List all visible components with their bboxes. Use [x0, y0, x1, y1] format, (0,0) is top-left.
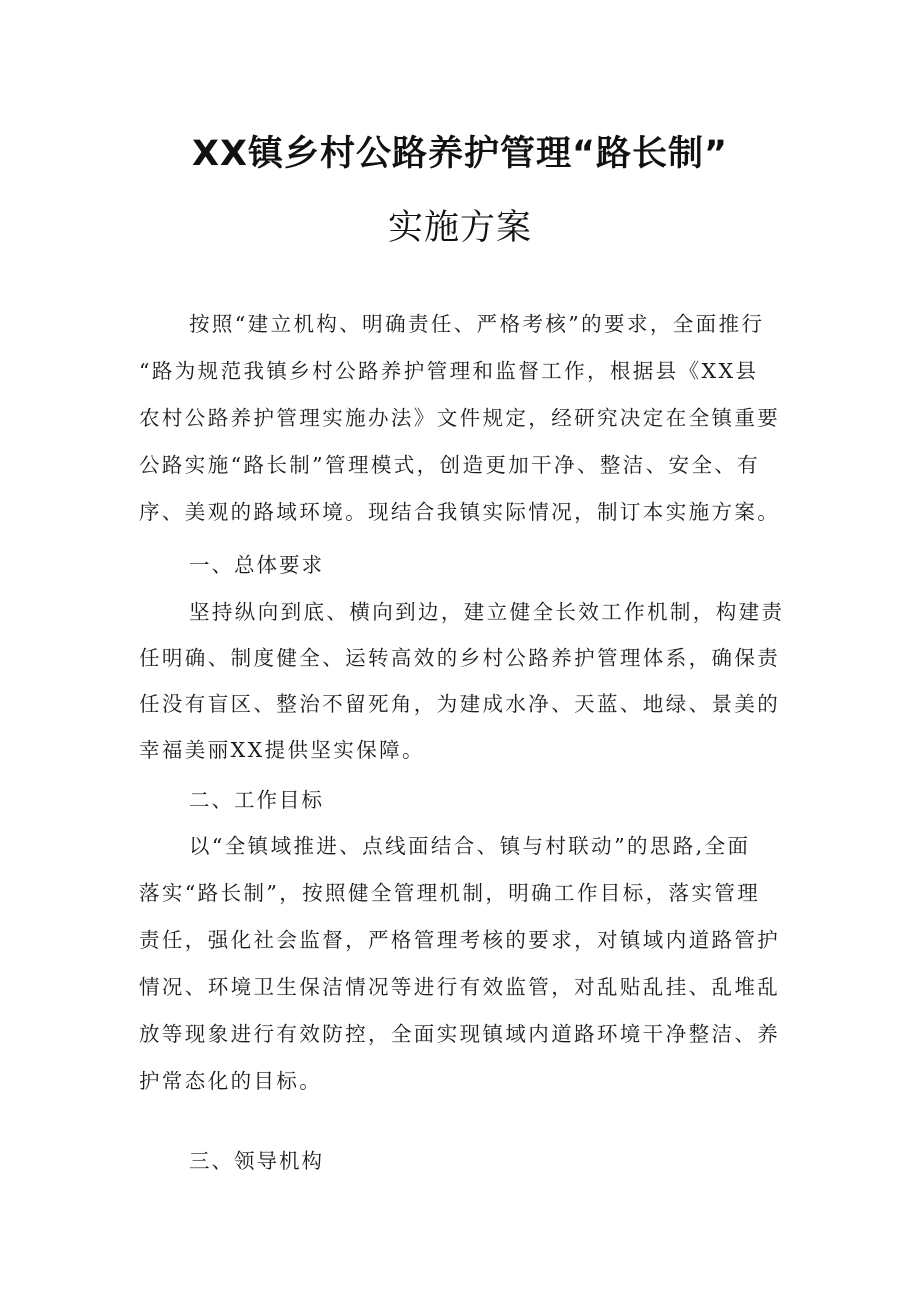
document-title-line-2: 实施方案	[387, 208, 532, 248]
paragraph-2-line-2: 任明确、制度健全、运转高效的乡村公路养护管理体系，确保责	[139, 646, 781, 670]
paragraph-3-line-2: 落实“路长制”，按照健全管理机制，明确工作目标，落实管理	[139, 881, 761, 905]
paragraph-3-line-5: 放等现象进行有效防控，全面实现镇域内道路环境干净整洁、养	[139, 1022, 781, 1046]
paragraph-2-line-3: 任没有盲区、整治不留死角，为建成水净、天蓝、地绿、景美的	[139, 692, 781, 716]
section-heading-1: 一、总体要求	[189, 553, 324, 577]
paragraph-2-line-1: 坚持纵向到底、横向到边，建立健全长效工作机制，构建责	[189, 600, 785, 624]
paragraph-2-line-4: 幸福美丽XX提供坚实保障。	[139, 738, 425, 762]
paragraph-1-line-2: “路为规范我镇乡村公路养护管理和监督工作，根据县《XX县	[139, 359, 759, 383]
paragraph-3-line-3: 责任，强化社会监督，严格管理考核的要求，对镇域内道路管护	[139, 928, 781, 952]
paragraph-1-line-3: 农村公路养护管理实施办法》文件规定，经研究决定在全镇重要	[139, 406, 781, 430]
paragraph-3-line-4: 情况、环境卫生保洁情况等进行有效监管，对乱贴乱挂、乱堆乱	[139, 975, 781, 999]
paragraph-3-line-1: 以“全镇域推进、点线面结合、镇与村联动”的思路,全面	[189, 834, 751, 858]
paragraph-1-line-1: 按照“建立机构、明确责任、严格考核”的要求，全面推行	[189, 312, 765, 336]
paragraph-1-line-5: 序、美观的路域环境。现结合我镇实际情况，制订本实施方案。	[139, 500, 781, 524]
document-title-line-1: XX镇乡村公路养护管理“路长制”	[192, 134, 728, 174]
paragraph-3-line-6: 护常态化的目标。	[139, 1069, 323, 1093]
paragraph-1-line-4: 公路实施“路长制”管理模式，创造更加干净、整洁、安全、有	[139, 453, 761, 477]
section-heading-2: 二、工作目标	[189, 788, 324, 812]
section-heading-3: 三、领导机构	[189, 1149, 324, 1173]
